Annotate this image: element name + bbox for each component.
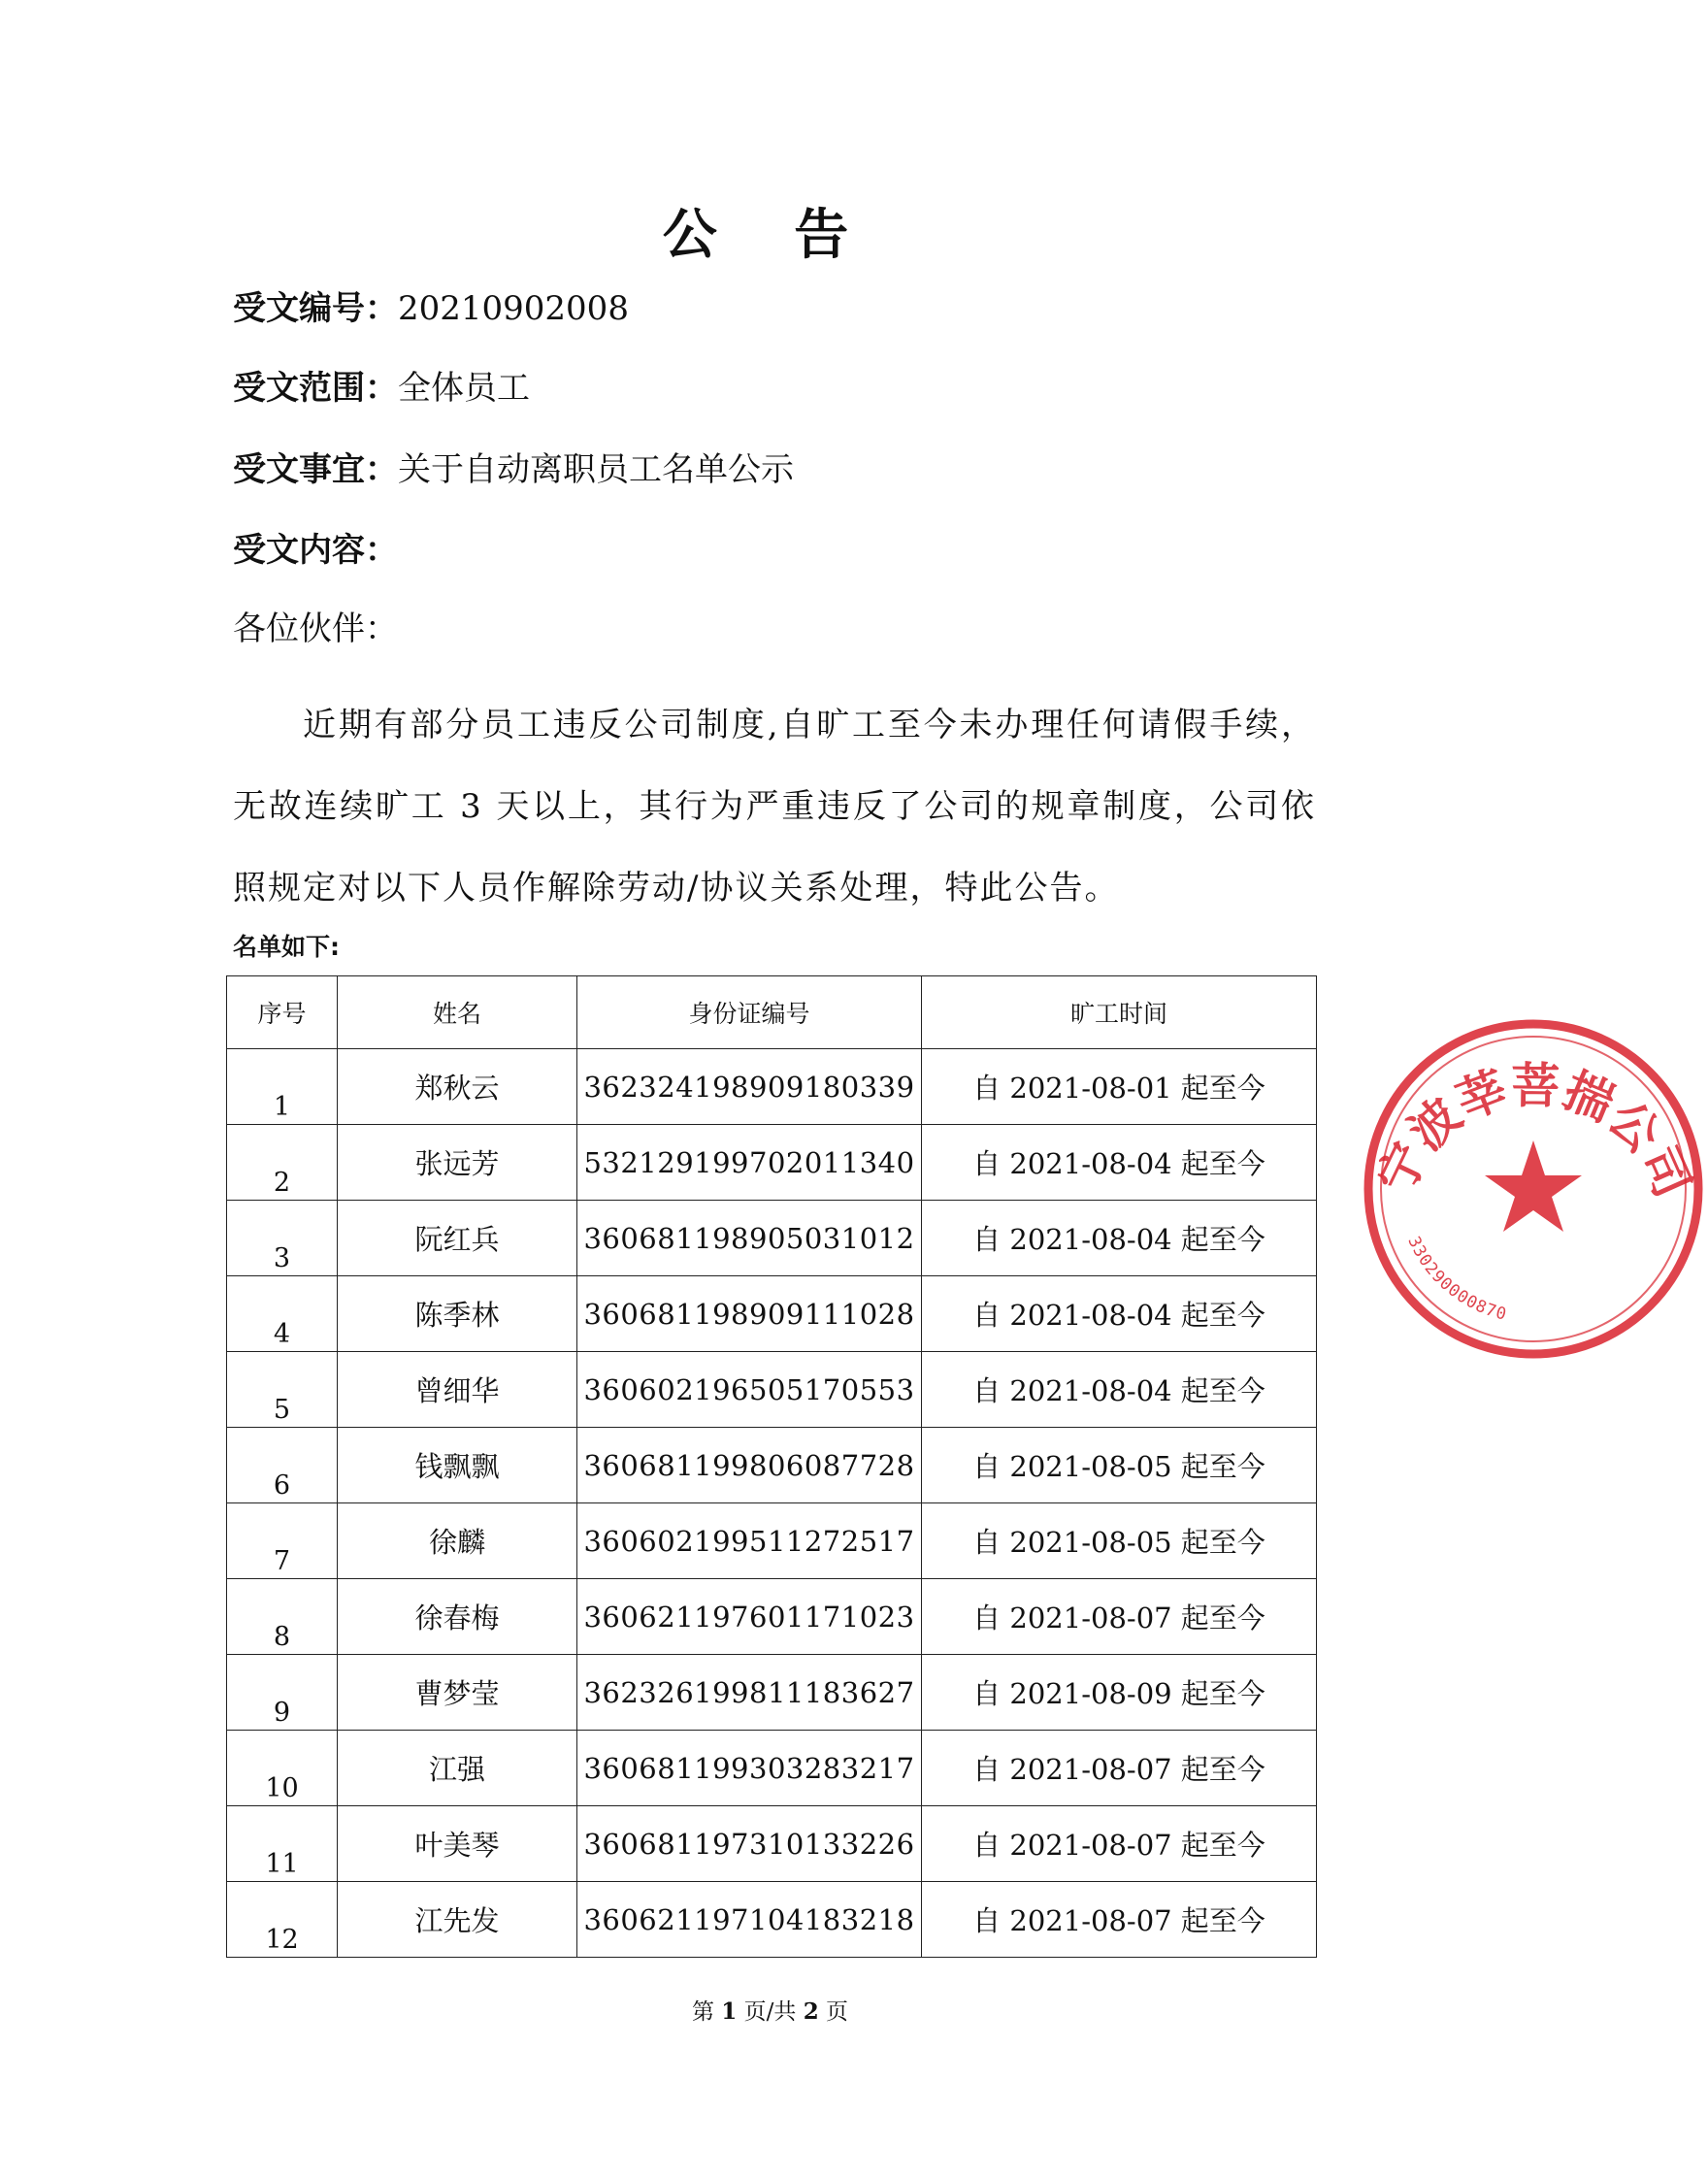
cell-time: 自 2021-08-04 起至今 (922, 1276, 1317, 1352)
cell-time: 自 2021-08-07 起至今 (922, 1731, 1317, 1806)
page-title: 公 告 (662, 204, 878, 267)
footer-mid: 页/共 (743, 1999, 797, 2025)
table-header-row (227, 976, 1317, 1049)
seal-number: 330290000870 (1403, 1233, 1509, 1325)
cell-id: 360681199303283217 (577, 1731, 922, 1806)
cell-name: 郑秋云 (338, 1049, 577, 1125)
notice-body: 近期有部分员工违反公司制度,自旷工至今未办理任何请假手续，无故连续旷工 3 天以上，其行为严重违反了公司的规章制度，公司依照规定对以下人员作解除劳动/协议关系处理，特此公告。 (233, 706, 1316, 908)
table-row (227, 1276, 1317, 1352)
cell-name: 徐春梅 (338, 1579, 577, 1655)
cell-seq: 8 (227, 1579, 338, 1655)
content-line (233, 529, 398, 572)
cell-time: 自 2021-08-07 起至今 (922, 1579, 1317, 1655)
cell-seq: 1 (227, 1049, 338, 1125)
cell-seq: 2 (227, 1125, 338, 1201)
footer-page-number: 1 (721, 1998, 738, 2025)
company-seal-icon (1359, 1014, 1708, 1364)
cell-id: 360602196505170553 (577, 1352, 922, 1428)
table-row (227, 1579, 1317, 1655)
cell-name: 曹梦莹 (338, 1655, 577, 1731)
cell-time: 自 2021-08-04 起至今 (922, 1352, 1317, 1428)
cell-time: 自 2021-08-05 起至今 (922, 1503, 1317, 1579)
cell-time: 自 2021-08-07 起至今 (922, 1882, 1317, 1958)
header-time: 旷工时间 (922, 976, 1317, 1049)
table-row (227, 1655, 1317, 1731)
cell-id: 360602199511272517 (577, 1503, 922, 1579)
seal-star-icon (1485, 1140, 1582, 1232)
cell-time: 自 2021-08-04 起至今 (922, 1125, 1317, 1201)
page-footer (0, 1994, 1540, 2026)
seal-text: 宁波莘菩揣公司 (1366, 1057, 1701, 1206)
cell-seq: 11 (227, 1806, 338, 1882)
doc-number-value: 20210902008 (398, 289, 629, 328)
cell-time: 自 2021-08-05 起至今 (922, 1428, 1317, 1503)
cell-seq: 3 (227, 1201, 338, 1276)
cell-time: 自 2021-08-04 起至今 (922, 1201, 1317, 1276)
cell-seq: 9 (227, 1655, 338, 1731)
footer-total-pages: 2 (803, 1998, 819, 2025)
cell-name: 叶美琴 (338, 1806, 577, 1882)
list-heading: 名单如下: (233, 933, 340, 961)
cell-id: 360621197104183218 (577, 1882, 922, 1958)
cell-seq: 10 (227, 1731, 338, 1806)
table-row (227, 1806, 1317, 1882)
doc-number-label: 受文编号： (233, 289, 398, 328)
table-row (227, 1503, 1317, 1579)
header-id: 身份证编号 (577, 976, 922, 1049)
cell-name: 钱飘飘 (338, 1428, 577, 1503)
cell-time: 自 2021-08-07 起至今 (922, 1806, 1317, 1882)
content-label: 受文内容： (233, 531, 398, 570)
scope-label: 受文范围： (233, 369, 398, 408)
cell-id: 360681198905031012 (577, 1201, 922, 1276)
cell-name: 陈季林 (338, 1276, 577, 1352)
table-row (227, 1731, 1317, 1806)
cell-id: 360681198909111028 (577, 1276, 922, 1352)
table-row (227, 1049, 1317, 1125)
cell-id: 360681197310133226 (577, 1806, 922, 1882)
table-row (227, 1352, 1317, 1428)
roster-table (226, 975, 1317, 1958)
cell-name: 江先发 (338, 1882, 577, 1958)
table-row (227, 1201, 1317, 1276)
cell-id: 362324198909180339 (577, 1049, 922, 1125)
table-row (227, 1428, 1317, 1503)
table-row (227, 1882, 1317, 1958)
cell-seq: 5 (227, 1352, 338, 1428)
cell-seq: 7 (227, 1503, 338, 1579)
cell-id: 532129199702011340 (577, 1125, 922, 1201)
cell-name: 张远芳 (338, 1125, 577, 1201)
cell-time: 自 2021-08-01 起至今 (922, 1049, 1317, 1125)
cell-name: 阮红兵 (338, 1201, 577, 1276)
cell-seq: 6 (227, 1428, 338, 1503)
scope-value: 全体员工 (398, 369, 530, 408)
cell-id: 360681199806087728 (577, 1428, 922, 1503)
footer-prefix: 第 (691, 1999, 714, 2025)
cell-id: 360621197601171023 (577, 1579, 922, 1655)
header-name: 姓名 (338, 976, 577, 1049)
cell-seq: 12 (227, 1882, 338, 1958)
cell-name: 江强 (338, 1731, 577, 1806)
scope-line (233, 367, 530, 410)
header-seq: 序号 (227, 976, 338, 1049)
subject-line (233, 448, 794, 491)
cell-name: 曾细华 (338, 1352, 577, 1428)
subject-value: 关于自动离职员工名单公示 (398, 450, 794, 489)
cell-id: 362326199811183627 (577, 1655, 922, 1731)
cell-name: 徐麟 (338, 1503, 577, 1579)
cell-time: 自 2021-08-09 起至今 (922, 1655, 1317, 1731)
cell-seq: 4 (227, 1276, 338, 1352)
table-row (227, 1125, 1317, 1201)
greeting: 各位伙伴： (233, 610, 398, 648)
subject-label: 受文事宜： (233, 450, 398, 489)
footer-suffix: 页 (826, 1999, 849, 2025)
doc-number-line (233, 287, 629, 330)
